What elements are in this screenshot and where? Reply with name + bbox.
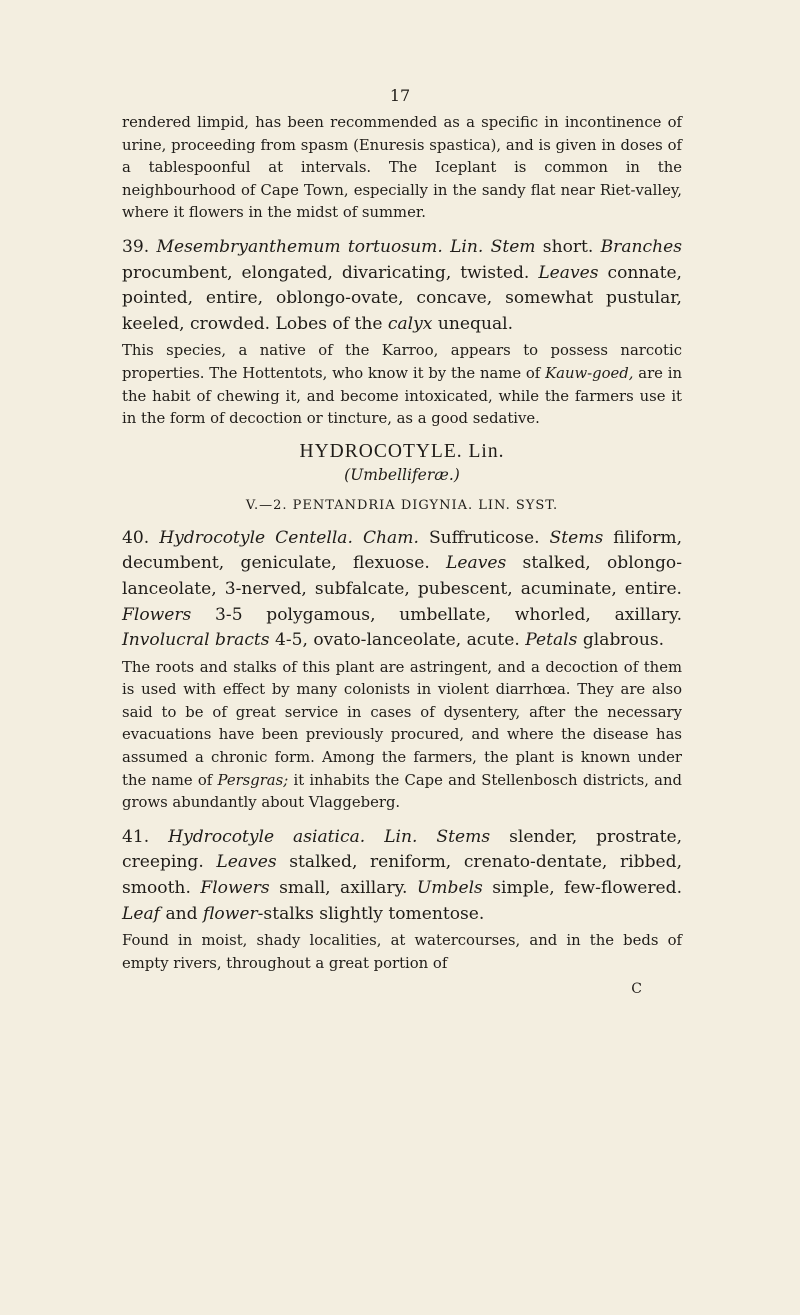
flowers-label: Flowers (200, 878, 270, 899)
stems-label: Stems (549, 527, 604, 548)
leaf-label: Leaf (122, 903, 160, 924)
flowers-label: Flowers (122, 604, 192, 625)
genus-authority: Lin. (468, 440, 505, 462)
signature-mark: C (631, 981, 642, 998)
entry-41-description (122, 825, 682, 927)
leaves-label: Leaves (538, 262, 599, 283)
umbels-label: Umbels (416, 878, 483, 899)
page-content (122, 112, 682, 997)
entry-number: 41. (122, 826, 150, 847)
calyx-label: calyx (387, 313, 433, 334)
stalks-text: -stalks slightly tomentose. (257, 903, 485, 924)
leaves-text: stalked, reniform, crenato-dentate, ribbed, smooth. (122, 852, 682, 899)
stems-text: slender, prostrate, creeping. (122, 826, 683, 873)
species-name: Hydrocotyle asiatica. (168, 826, 366, 847)
stem-text: short. (542, 236, 594, 257)
vernacular-name: Kauw-goed, (545, 364, 634, 382)
entry-number: 39. (122, 236, 150, 257)
bracts-label: Involucral bracts (122, 630, 270, 651)
note-text: it inhabits the Cape and Stellenbosch districts, and grows abundantly about Vlaggeberg. (122, 771, 682, 812)
genus-name: HYDROCOTYLE. (299, 440, 463, 462)
note-text: are in the habit of chewing it, and become intoxicated, while the farmers use it in the form of decoction or tincture, as a good sedative. (122, 364, 682, 428)
family-heading: (Umbelliferæ.) (344, 465, 460, 484)
vernacular-name: Persgras; (217, 771, 289, 789)
genus-heading (122, 439, 682, 464)
stems-text: filiform, decumbent, geniculate, flexuose. (122, 527, 683, 574)
species-authority: Lin. (450, 236, 484, 257)
leaves-label: Leaves (446, 553, 507, 574)
entry-number: 40. (122, 527, 150, 548)
page-number: 17 (389, 86, 411, 105)
entry-39-description (122, 235, 682, 337)
branches-text: procumbent, elongated, divaricating, twisted. (122, 262, 530, 283)
entry-39-note (122, 340, 682, 430)
calyx-text: unequal. (437, 313, 514, 334)
petals-text: glabrous. (582, 630, 665, 651)
species-authority: Lin. (384, 826, 418, 847)
continuation-paragraph: rendered limpid, has been recommended as a specific in incontinence of urine, proceeding from spasm (Enuresis spastica), and is given in doses of a tablespoonful at intervals. The Iceplant is common in the neighbourhood of Cape Town, especially in the sandy flat near Riet-valley, where it flowers in the midst of summer. (122, 114, 682, 222)
classification-heading: V.—2. PENTANDRIA DIGYNIA. LIN. SYST. (245, 497, 559, 513)
stem-label: Stem (490, 236, 536, 257)
stems-label: Stems (436, 826, 491, 847)
leaves-text: connate, pointed, entire, oblongo-ovate, concave, somewhat pustular, keeled, crowded. Lobes of the (122, 262, 682, 334)
leaves-text: stalked, oblongo-lanceolate, 3-nerved, subfalcate, pubescent, acuminate, entire. (122, 553, 682, 599)
leaves-label: Leaves (216, 852, 277, 873)
conjunction-text: and (165, 903, 198, 924)
entry-40-note (122, 657, 682, 815)
flowers-text: small, axillary. (279, 878, 408, 899)
petals-label: Petals (525, 630, 578, 651)
species-name: Hydrocotyle Centella. (159, 527, 353, 548)
note-text: This species, a native of the Karroo, appears to possess narcotic properties. The Hottentots, who know it by the name of (122, 342, 682, 382)
umbels-text: simple, few-flowered. (492, 878, 683, 899)
entry-41-note: Found in moist, shady localities, at watercourses, and in the beds of empty rivers, throughout a great portion of (122, 932, 682, 972)
bracts-text: 4-5, ovato-lanceolate, acute. (274, 630, 520, 651)
branches-label: Branches (600, 236, 683, 257)
note-text: The roots and stalks of this plant are astringent, and a decoction of them is used with effect by many colonists in violent diarrhœa. They are also said to be of great service in cases of dysentery, after the necessary evacuations have been previously procured, and where the disease has assumed a chronic form. Among the farmers, the plant is known under the name of (122, 658, 682, 789)
habit-text: Suffruticose. (428, 527, 540, 548)
species-name: Mesembryanthemum tortuosum. (156, 236, 443, 257)
flower-label: flower (203, 903, 258, 924)
entry-40-description (122, 526, 682, 654)
flowers-text: 3-5 polygamous, umbellate, whorled, axillary. (215, 604, 682, 625)
species-authority: Cham. (362, 527, 419, 548)
